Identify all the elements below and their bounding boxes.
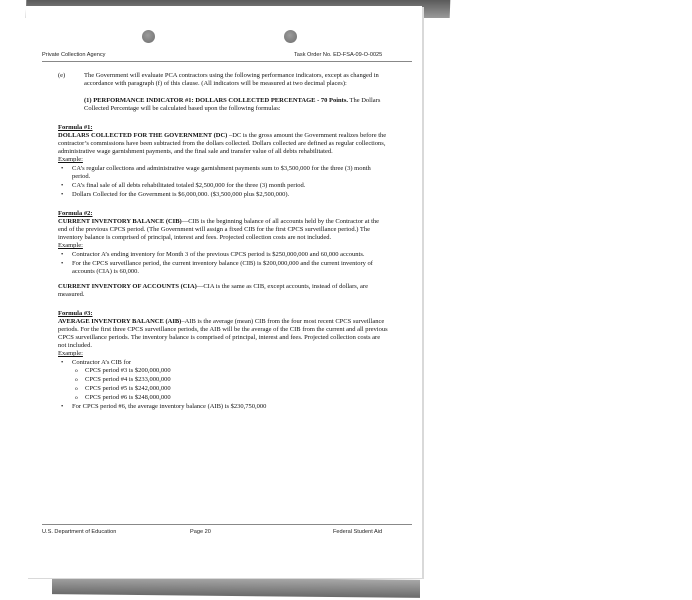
formula-3-example-label: Example:	[58, 350, 83, 357]
formula-1-heading: Formula #1:	[58, 124, 93, 131]
formula-3-example-list	[58, 359, 388, 411]
formula-2-section	[58, 210, 388, 299]
formula-3-heading: Formula #3:	[58, 310, 93, 317]
indicator-paragraph	[58, 97, 388, 113]
formula-2-heading: Formula #2:	[58, 210, 93, 217]
formula-3-text: –AIB is the average (mean) CIB from the four most recent CPCS surveillance periods. For the first three CPCS surveillance periods, the AIB will be the average of the CIB from the current and all previous CPCS surveillance periods. The inventory balance is comprised of principal, interest and fees. Projected collection costs are not included.	[58, 318, 388, 349]
cia-definition	[58, 283, 388, 299]
formula-1-definition	[58, 132, 388, 156]
footer-page-number: Page 20	[190, 529, 211, 535]
footer-left: U.S. Department of Education	[42, 529, 117, 535]
punch-hole-right	[284, 30, 297, 43]
punch-hole-left	[142, 30, 155, 43]
formula-1-section	[58, 124, 388, 199]
scan-shadow-bottom	[52, 576, 420, 598]
list-item: o CPCS period #6 is $248,000,000	[85, 394, 388, 402]
formula-2-definition	[58, 218, 388, 242]
formula-2-example-label: Example:	[58, 242, 83, 249]
cia-term: CURRENT INVENTORY OF ACCOUNTS (CIA)	[58, 283, 197, 290]
formula-3-bullet-1: Contractor A’s CIB for	[72, 359, 132, 366]
footer-right: Federal Student Aid	[333, 529, 383, 535]
formula-2-example-list	[58, 251, 388, 276]
formula-1-example-label: Example:	[58, 156, 83, 163]
formula-3-definition	[58, 318, 388, 350]
formula-1-example-list	[58, 165, 388, 199]
list-item: • Dollars Collected for the Government is $6,000,000. ($3,500,000 plus $2,500,000).	[72, 191, 388, 199]
formula-1-text: –DC is the gross amount the Government realizes before the contractor’s commissions have been subtracted from the dollars collected. Dollars collected are defined as regular collections, administrative wage garnishment payments, and the final sale and transfer value of all debts rehabilitated.	[58, 132, 387, 155]
list-item: • For the CPCS surveillance period, the current inventory balance (CIB) is $200,000,000 and the current inventory of accounts (CIA) is 60,000.	[72, 260, 388, 276]
formula-2-term: CURRENT INVENTORY BALANCE (CIB)	[58, 218, 182, 225]
list-item: • CA’s final sale of all debts rehabilitated totaled $2,500,000 for the three (3) month period.	[72, 182, 388, 190]
footer-rule	[42, 524, 412, 525]
header-right: Task Order No. ED-FSA-09-O-0025	[294, 52, 383, 58]
header-rule	[42, 61, 412, 62]
formula-3-sub-list	[72, 367, 388, 402]
list-item: o CPCS period #3 is $200,000,000	[85, 367, 388, 375]
formula-1-term: DOLLARS COLLECTED FOR THE GOVERNMENT (DC)	[58, 132, 228, 139]
formula-3-term: AVERAGE INVENTORY BALANCE (AIB)	[58, 318, 182, 325]
list-item	[72, 359, 388, 402]
formula-3-section	[58, 310, 388, 411]
list-item: • CA’s regular collections and administrative wage garnishment payments sum to $3,500,000 for the three (3) month period.	[72, 165, 388, 181]
list-item: • Contractor A’s ending inventory for Month 3 of the previous CPCS period is $250,000,000 and 60,000 accounts.	[72, 251, 388, 259]
list-item: • For CPCS period #6, the average inventory balance (AIB) is $230,750,000	[72, 403, 388, 411]
header-left: Private Collection Agency	[42, 52, 106, 58]
document-body	[58, 72, 388, 412]
intro-label: (e)	[58, 72, 66, 79]
indicator-text: The Dollars Collected Percentage will be calculated based upon the following formulas:	[84, 97, 381, 112]
list-item: o CPCS period #5 is $242,000,000	[85, 385, 388, 393]
cia-text: —CIA is the same as CIB, except accounts, instead of dollars, are measured.	[58, 283, 368, 298]
indicator-title: (1) PERFORMANCE INDICATOR #1: DOLLARS COLLECTED PERCENTAGE - 70 Points.	[84, 97, 348, 104]
formula-2-text: —CIB is the beginning balance of all accounts held by the Contractor at the end of the previous CPCS period. (The Government will assign a fixed CIB for the first CPCS surveillance period.) The inventory balance is comprised of principal, interest and fees. Projected collection costs are not included.	[58, 218, 380, 241]
intro-paragraph	[58, 72, 388, 88]
intro-text: The Government will evaluate PCA contractors using the following performance indicators, except as changed in accordance with paragraph (f) of this clause. (All indicators will be measured at two decimal places):	[84, 72, 379, 87]
list-item: o CPCS period #4 is $233,000,000	[85, 376, 388, 384]
